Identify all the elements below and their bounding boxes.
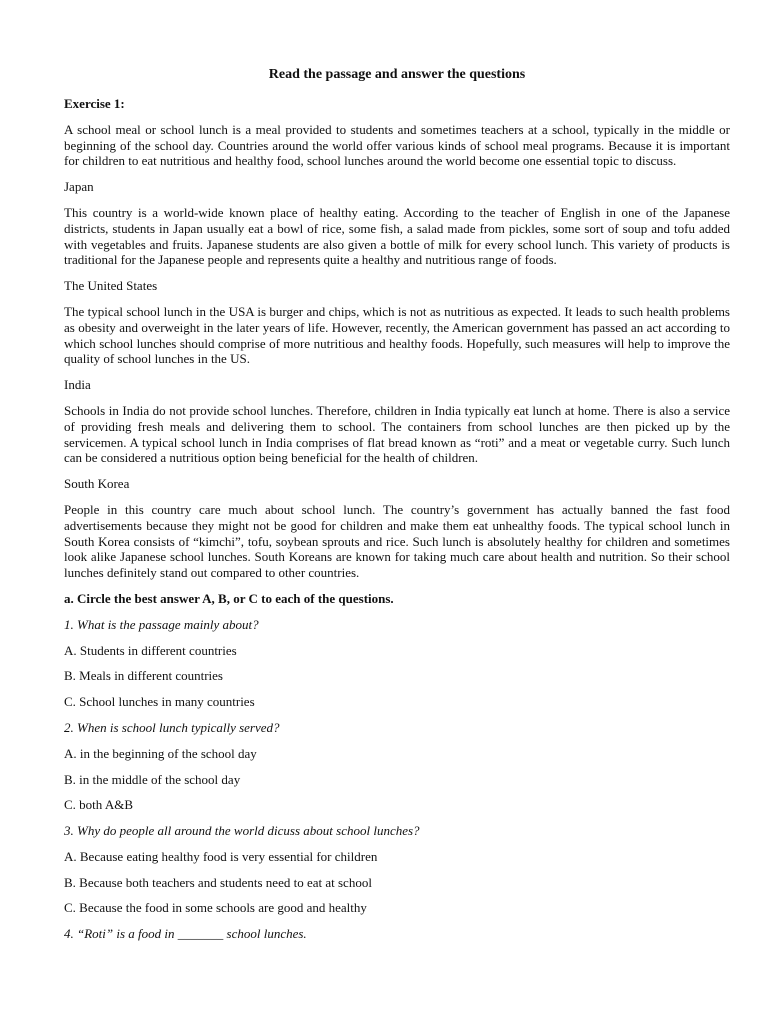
question-1-option-b: B. Meals in different countries [64, 668, 223, 684]
section-heading-united-states: The United States [64, 278, 158, 294]
section-text-south-korea: People in this country care much about school lunch. The country’s government has actually banned the fast food advertisements because they might not be good for children and make them eat unhealthy foods. The typical school lunch in South Korea consists of “kimchi”, tofu, soybean sprouts and rice. Such lunch is absolutely healthy for children and sometimes look alike Japanese school lunches. South Koreans are known for taking much care about health and nutrition. So their school lunches definitely stand out compared to other countries. [64, 501, 730, 581]
page-title: Read the passage and answer the questions [268, 67, 526, 82]
question-1: 1. What is the passage mainly about? [64, 616, 259, 632]
section-heading-south-korea: South Korea [64, 476, 130, 492]
question-3-option-b: B. Because both teachers and students need to eat at school [64, 874, 372, 890]
task-instruction: a. Circle the best answer A, B, or C to each of the questions. [64, 590, 394, 606]
question-2-option-c: C. both A&B [64, 797, 133, 813]
section-text-united-states: The typical school lunch in the USA is burger and chips, which is not as nutritious as expected. It leads to such health problems as obesity and overweight in the later years of life. However, recently, the American government has passed an act according to which school lunches should comprise of more nutritious and healthy foods. Hopefully, such measures will help to improve the quality of school lunches in the US. [64, 303, 730, 367]
question-3-option-a: A. Because eating healthy food is very essential for children [64, 848, 378, 864]
section-heading-india: India [64, 377, 91, 393]
question-4: 4. “Roti” is a food in _______ school lunches. [64, 926, 307, 942]
question-3-option-c: C. Because the food in some schools are good and healthy [64, 900, 367, 916]
section-text-japan: This country is a world-wide known place of healthy eating. According to the teacher of English in one of the Japanese districts, students in Japan usually eat a bowl of rice, some fish, a salad made from pickles, some sort of soup and tofu added with vegetables and fruits. Japanese students are also given a bottle of milk for every school lunch. This variety of products is traditional for the Japanese people and represents quite a healthy and nutritious range of foods. [64, 204, 730, 268]
question-2-option-b: B. in the middle of the school day [64, 771, 241, 787]
question-1-option-a: A. Students in different countries [64, 642, 237, 658]
section-heading-japan: Japan [64, 179, 94, 195]
question-1-option-c: C. School lunches in many countries [64, 694, 255, 710]
section-text-india: Schools in India do not provide school lunches. Therefore, children in India typically eat lunch at home. There is also a service of providing fresh meals and delivering them to school. The containers from school lunches are then picked up by the servicemen. A typical school lunch in India comprises of flat bread known as “roti” and a meat or vegetable curry. Such lunch can be considered a nutritious option being beneficial for the health of children. [64, 402, 730, 466]
question-3: 3. Why do people all around the world dicuss about school lunches? [64, 823, 420, 839]
question-2: 2. When is school lunch typically served? [64, 719, 280, 735]
intro-paragraph: A school meal or school lunch is a meal provided to students and sometimes teachers at a school, typically in the middle or beginning of the school day. Countries around the world offer various kinds of school meal programs. Because it is important for children to eat nutritious and healthy food, school lunches around the world become one essential topic to discuss. [64, 121, 730, 169]
document-page [64, 66, 730, 952]
exercise-label: Exercise 1: [64, 96, 125, 111]
question-2-option-a: A. in the beginning of the school day [64, 745, 257, 761]
